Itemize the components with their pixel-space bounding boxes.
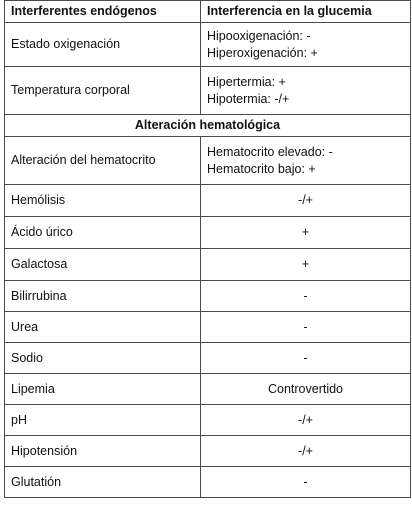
row-value: -/+ — [201, 436, 411, 467]
row-label: Sodio — [5, 343, 201, 374]
row-value: + — [201, 249, 411, 281]
interference-table — [4, 0, 411, 498]
table-row — [5, 374, 411, 405]
row-label: Estado oxigenación — [5, 23, 201, 67]
header-endogenous-interferents: Interferentes endógenos — [5, 1, 201, 23]
table-row — [5, 281, 411, 312]
row-label: Ácido úrico — [5, 217, 201, 249]
row-value: - — [201, 467, 411, 498]
row-label: Glutatión — [5, 467, 201, 498]
table-row — [5, 137, 411, 185]
row-value: -/+ — [201, 405, 411, 436]
row-value — [201, 23, 411, 67]
row-value: - — [201, 312, 411, 343]
row-value: -/+ — [201, 185, 411, 217]
table-header-row — [5, 1, 411, 23]
row-value-line: Hipotermia: -/+ — [207, 91, 290, 106]
table-row — [5, 467, 411, 498]
table-row — [5, 436, 411, 467]
section-title: Alteración hematológica — [5, 115, 411, 137]
table-row — [5, 67, 411, 115]
row-value-line: Hematocrito elevado: - — [207, 144, 333, 159]
row-value-line: Hematocrito bajo: + — [207, 161, 316, 176]
table-row — [5, 23, 411, 67]
row-value-line: Hiperoxigenación: + — [207, 45, 318, 60]
row-label: Lipemia — [5, 374, 201, 405]
table-row — [5, 217, 411, 249]
section-header-row — [5, 115, 411, 137]
row-value: - — [201, 281, 411, 312]
row-label: Bilirrubina — [5, 281, 201, 312]
row-value: Controvertido — [201, 374, 411, 405]
row-value: - — [201, 343, 411, 374]
table-row — [5, 405, 411, 436]
row-value: + — [201, 217, 411, 249]
table-row — [5, 185, 411, 217]
row-label: Hemólisis — [5, 185, 201, 217]
row-value-line: Hipooxigenación: - — [207, 28, 311, 43]
row-label: pH — [5, 405, 201, 436]
row-label: Hipotensión — [5, 436, 201, 467]
row-label: Alteración del hematocrito — [5, 137, 201, 185]
header-glucose-interference: Interferencia en la glucemia — [201, 1, 411, 23]
row-label: Urea — [5, 312, 201, 343]
row-value-line: Hipertermia: + — [207, 74, 286, 89]
table-row — [5, 312, 411, 343]
table-row — [5, 249, 411, 281]
row-value — [201, 137, 411, 185]
row-label: Temperatura corporal — [5, 67, 201, 115]
row-value — [201, 67, 411, 115]
table-row — [5, 343, 411, 374]
row-label: Galactosa — [5, 249, 201, 281]
